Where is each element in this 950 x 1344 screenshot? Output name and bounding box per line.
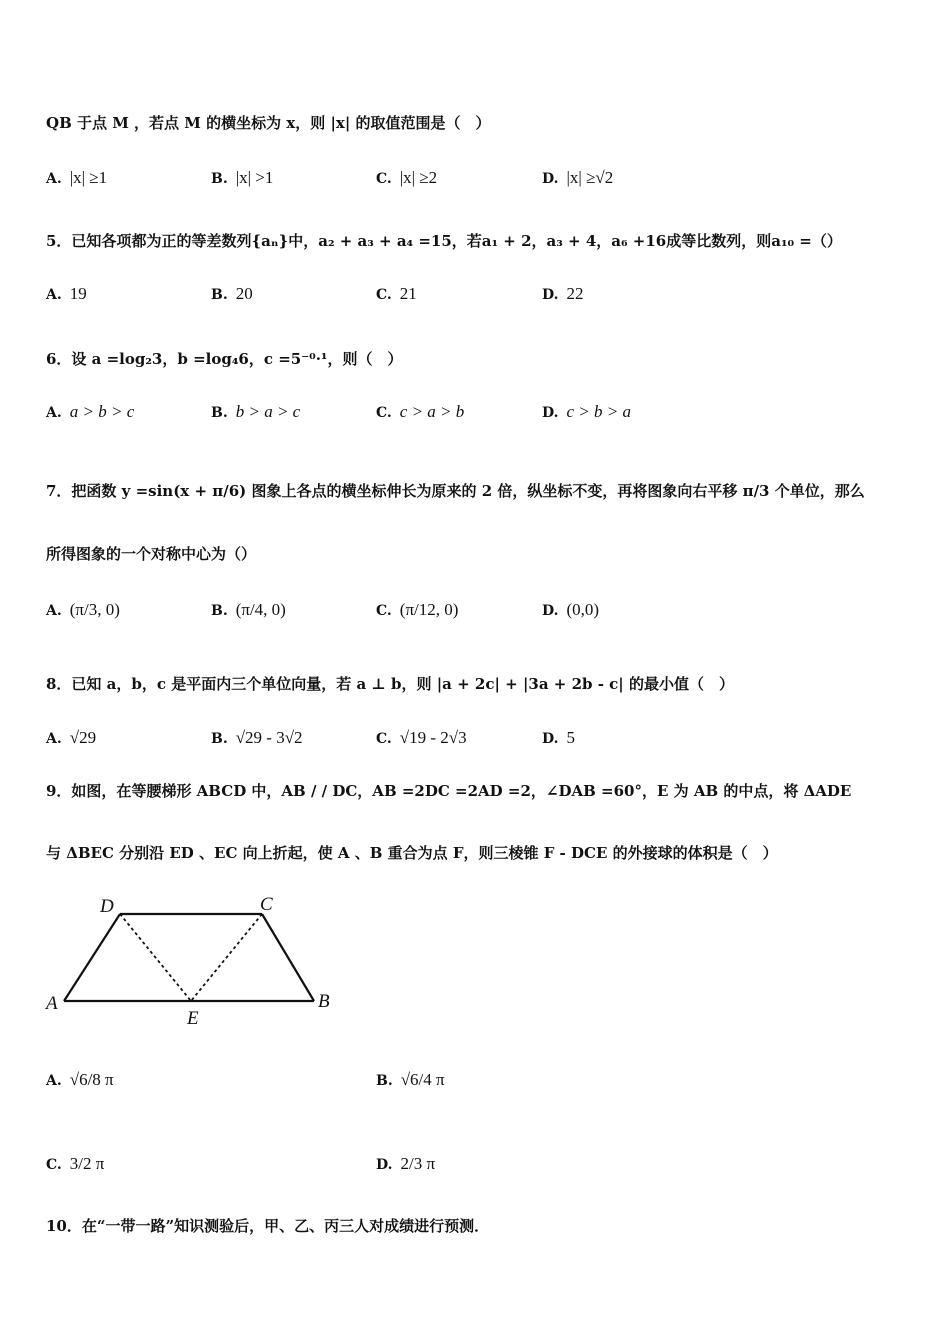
q10-stem: 10．在“一带一路”知识测验后，甲、乙、丙三人对成绩进行预测． [46, 1217, 490, 1235]
q8-stem: 8．已知 a，b，c 是平面内三个单位向量，若 a ⊥ b，则 |a + 2c| + |3a + 2b - c| 的最小值（ ） [46, 675, 734, 693]
q8-option-c: C. √19 - 2√3 [376, 728, 467, 747]
label-e: E [187, 1008, 199, 1029]
q7-option-d: D. (0,0) [542, 600, 600, 619]
trapezoid-side-da [64, 914, 120, 1001]
q8-option-d: D. 5 [542, 728, 576, 747]
q9-option-b: B. √6/4 π [376, 1070, 445, 1089]
label-d: D [100, 896, 114, 917]
label-b: B [318, 991, 330, 1012]
dashed-line-ce [191, 914, 262, 1001]
q8-option-a: A. √29 [46, 728, 97, 747]
label-c: C [260, 894, 273, 915]
q7-option-a: A. (π/3, 0) [46, 600, 120, 619]
q9-trapezoid-figure [40, 888, 350, 1038]
q5-option-c: C. 21 [376, 284, 417, 303]
q4-option-c: C. |x| ≥2 [376, 168, 438, 187]
q6-option-d: D. c > b > a [542, 402, 632, 421]
q6-stem: 6．设 a =log₂3，b =log₄6，c =5⁻⁰·¹，则（ ） [46, 350, 403, 368]
q6-option-c: C. c > a > b [376, 402, 465, 421]
q5-option-b: B. 20 [211, 284, 253, 303]
q5-option-a: A. 19 [46, 284, 87, 303]
q5-stem: 5．已知各项都为正的等差数列{aₙ}中，a₂ + a₃ + a₄ =15，若a₁ + 2，a₃ + 4，a₆ +16成等比数列，则a₁₀ =（） [46, 232, 842, 250]
q5-option-d: D. 22 [542, 284, 584, 303]
q9-stem-line1: 9．如图，在等腰梯形 ABCD 中，AB / / DC，AB =2DC =2AD =2，∠DAB =60°，E 为 AB 的中点，将 ΔADE [46, 782, 852, 800]
q7-option-c: C. (π/12, 0) [376, 600, 459, 619]
q9-option-c: C. 3/2 π [46, 1154, 105, 1173]
trapezoid-side-cb [262, 914, 314, 1001]
q4-option-d: D. |x| ≥√2 [542, 168, 614, 187]
label-a: A [46, 993, 58, 1014]
q7-stem-line1: 7．把函数 y =sin(x + π/6) 图象上各点的横坐标伸长为原来的 2 倍，纵坐标不变，再将图象向右平移 π/3 个单位，那么 [46, 482, 865, 500]
q4-stem: QB 于点 M ，若点 M 的横坐标为 x，则 |x| 的取值范围是（ ） [46, 114, 491, 132]
q6-option-b: B. b > a > c [211, 402, 301, 421]
q9-option-d: D. 2/3 π [376, 1154, 436, 1173]
dashed-line-de [120, 914, 191, 1001]
q9-option-a: A. √6/8 π [46, 1070, 114, 1089]
q9-stem-line2: 与 ΔBEC 分别沿 ED 、EC 向上折起，使 A 、B 重合为点 F，则三棱锥 F - DCE 的外接球的体积是（ ） [46, 844, 778, 862]
q7-stem-line2: 所得图象的一个对称中心为（） [46, 545, 257, 563]
q4-option-b: B. |x| >1 [211, 168, 274, 187]
q7-option-b: B. (π/4, 0) [211, 600, 286, 619]
q6-option-a: A. a > b > c [46, 402, 135, 421]
q4-option-a: A. |x| ≥1 [46, 168, 108, 187]
q8-option-b: B. √29 - 3√2 [211, 728, 303, 747]
